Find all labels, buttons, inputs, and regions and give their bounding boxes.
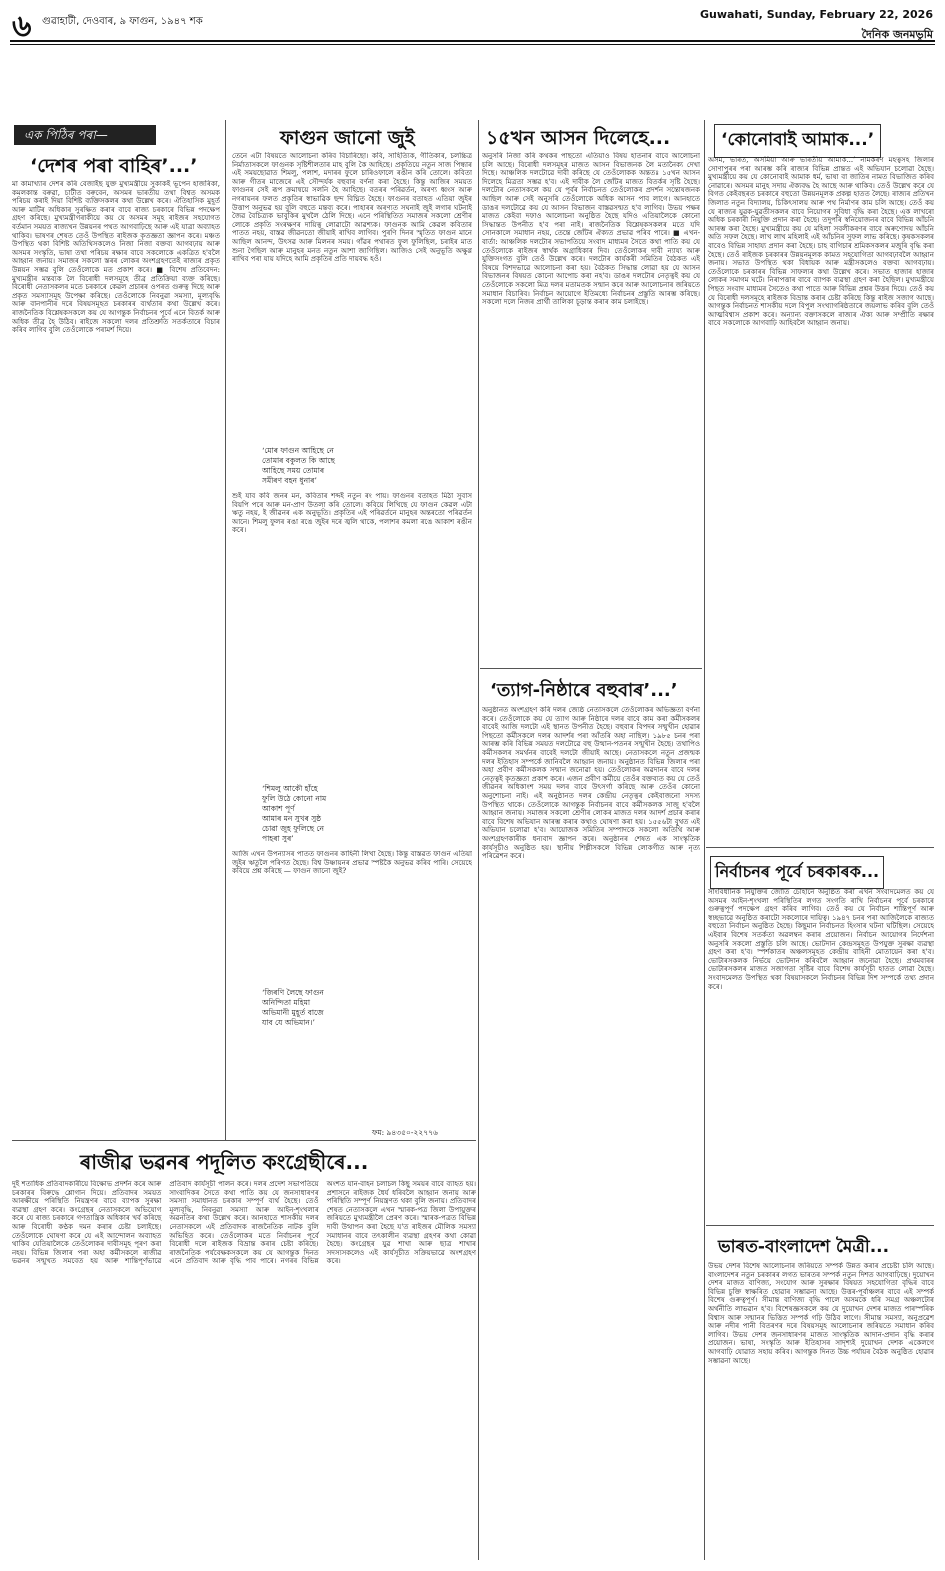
article-body-fifteen-seats: অনুসৰি নিজা কৰি কথকৰ পাছতো এতিয়াও বিষয় হাতনাৰ বাবে আলোচনা চলি আছে। বিৰোধী দলসমূহৰ মাজত আসন বিভাজনক লৈ মতানৈক্য দেখা দিছে। আঞ্চলিক দলটোৱে দাবী কৰিছে যে তেওঁলোকক অন্ততঃ ১৫খন আসন দিলেহে মিত্ৰতা সম্ভৱ হ'ব। এই দাবীক লৈ জোঁটৰ মাজত বিতৰ্কৰ সৃষ্টি হৈছে। দলটোৰ নেতাসকলে কয় যে পূৰ্বৰ নিৰ্বাচনত তেওঁলোকৰ প্ৰদৰ্শন সন্তোষজনক আছিল আৰু সেই অনুসৰি তেওঁলোকে অধিক আসন পাব লাগে। আনহাতে ডাঙৰ দলটোৱে কয় যে আসন বিভাজন বাস্তৱসন্মত হ'ব লাগিব। উভয় পক্ষৰ মাজত কেইবা দফাও আলোচনা অনুষ্ঠিত হৈছে যদিও এতিয়ালৈকে কোনো সিদ্ধান্তত উপনীত হ'ব পৰা নাই। ৰাজনৈতিক বিশ্লেষকসকলৰ মতে যদি সোনকালে সমাধান নহয়, তেন্তে জোঁটৰ ঐক্যত প্ৰভাৱ পৰিব পাৰে। ■ এখন-বাৰ্তা: আঞ্চলিক দলটোৰ সভাপতিয়ে সংবাদ মাধ্যমৰ সৈতে কথা পাতি কয় যে তেওঁলোকে ৰাইজৰ স্বাৰ্থক অগ্ৰাধিকাৰ দিব। তেওঁলোকৰ দাবী ন্যায্য আৰু যুক্তিসংগত বুলি তেওঁ উল্লেখ কৰে। দলটোৰ কাৰ্যকৰী সমিতিৰ বৈঠকত এই বিষয়ে বিশদভাৱে আলোচনা কৰা হয়। বৈঠকত সিদ্ধান্ত লোৱা হয় যে আসন বিভাজনৰ বিষয়ত কোনো আপোচ কৰা নহ'ব। ডাঙৰ দলটোৰ নেতৃত্বই কয় যে তেওঁলোকে সকলো মিত্ৰ দলৰ মতামতক সন্মান কৰে আৰু আলোচনাৰ জৰিয়তে সমাধান বিচাৰিব। নিৰ্বাচন আয়োগে ইতিমধ্যে নিৰ্বাচনৰ প্ৰস্তুতি আৰম্ভ কৰিছে। সকলো দলে নিজৰ প্ৰাৰ্থী তালিকা চূড়ান্ত কৰাৰ কাম চলাইছে। bbox=[482, 152, 700, 307]
column-divider bbox=[225, 120, 226, 1140]
headline-fifteen-seats: ১৫খন আসন দিলেহে... bbox=[486, 127, 671, 149]
newspaper-brand: দৈনিক জনমভূমি bbox=[861, 28, 933, 41]
masthead-rule bbox=[10, 40, 935, 42]
article-body-konobai: অসম, ভাৰত, অসমিয়া আৰু ভাৰতীয় আমাক...’ নামকৰণ মহত্বসহ জিলাৰ সোণাপুৰৰ পৰা আৰম্ভ কৰি ৰাজ্যৰ বিভিন্ন প্ৰান্তত এই অভিযান চলোৱা হৈছে। মুখ্যমন্ত্ৰীয়ে কয় যে কোনোবাই আমাক ধৰ্ম, ভাষা বা জাতিৰ নামত বিভাজিত কৰিব নোৱাৰে। অসমৰ মানুহ সদায় ঐক্যবদ্ধ হৈ আছে আৰু থাকিব। তেওঁ উল্লেখ কৰে যে বিগত কেইবছৰত চৰকাৰে বহুতো উন্নয়নমূলক প্ৰকল্প হাতত লৈছে। ৰাজ্যৰ প্ৰতিখন জিলাত নতুন বিদ্যালয়, চিকিৎসালয় আৰু পথ নিৰ্মাণৰ কাম চলি আছে। তেওঁ কয় যে ৰাজ্যৰ যুৱক-যুৱতীসকলৰ বাবে নিয়োগৰ সুবিধা বৃদ্ধি কৰা হৈছে। এক লাখৰো অধিক চৰকাৰী নিযুক্তি প্ৰদান কৰা হৈছে। তদুপৰি স্বনিয়োজনৰ বাবে বিভিন্ন আঁচনি আৰম্ভ কৰা হৈছে। মুখ্যমন্ত্ৰীয়ে কয় যে মহিলা সবলীকৰণৰ বাবে অৰুণোদয় আঁচনি অতি সফল হৈছে। লাখ লাখ মহিলাই এই আঁচনিৰ সুফল লাভ কৰিছে। কৃষকসকলৰ বাবেও বিভিন্ন সাহায্য প্ৰদান কৰা হৈছে। চাহ বাগিচাৰ শ্ৰমিকসকলৰ মজুৰি বৃদ্ধি কৰা হৈছে। তেওঁ ৰাইজক চৰকাৰৰ উন্নয়নমূলক কামত সহযোগিতা আগবঢ়াবলৈ আহ্বান জনায়। সভাত উপস্থিত থকা বিধায়ক আৰু মন্ত্ৰীসকলেও বক্তব্য আগবঢ়ায়। তেওঁলোকে চৰকাৰৰ বিভিন্ন সাফল্যৰ কথা উল্লেখ কৰে। সভাত হাজাৰ হাজাৰ লোকৰ সমাগম ঘটে। নিৰাপত্তাৰ বাবে ব্যাপক ব্যৱস্থা গ্ৰহণ কৰা হৈছিল। মুখ্যমন্ত্ৰীয়ে পিছত সংবাদ মাধ্যমৰ সৈতেও কথা পাতে আৰু বিভিন্ন প্ৰশ্নৰ উত্তৰ দিয়ে। তেওঁ কয় যে বিৰোধী দলসমূহে ৰাইজক বিভ্ৰান্ত কৰাৰ চেষ্টা কৰিছে কিন্তু ৰাইজ সজাগ আছে। আগন্তুক নিৰ্বাচনত শাসকীয় দলে বিপুল সংখ্যাগৰিষ্ঠতাৰে জয়লাভ কৰিব বুলি তেওঁ আত্মবিশ্বাস প্ৰকাশ কৰে। অন্যান্য বক্তাসকলে ৰাজ্যৰ ঐক্য আৰু সম্প্ৰীতি ৰক্ষাৰ বাবে সকলোকে আগবাঢ়ি আহিবলৈ আহ্বান জনায়। bbox=[708, 156, 934, 328]
article-body-rajiv: দুই শতাধিক প্ৰতিবাদকাৰীয়ে বিক্ষোভ প্ৰদৰ্শন কৰে আৰু চৰকাৰৰ বিৰুদ্ধে শ্লোগান দিয়ে। প্ৰতিবাদৰ সময়ত আৰক্ষীয়ে পৰিস্থিতি নিয়ন্ত্ৰণৰ বাবে ব্যাপক সুৰক্ষা ব্যৱস্থা গ্ৰহণ কৰে। কংগ্ৰেছৰ নেতাসকলে অভিযোগ কৰে যে ৰাজ্য চৰকাৰে গণতান্ত্ৰিক অধিকাৰ খৰ্ব কৰিছে আৰু বিৰোধী কণ্ঠক দমন কৰাৰ চেষ্টা চলাইছে। তেওঁলোকে ঘোষণা কৰে যে এই আন্দোলন অব্যাহত থাকিব যেতিয়ালৈকে তেওঁলোকৰ দাবীসমূহ পূৰণ কৰা নহয়। বিভিন্ন জিলাৰ পৰা অহা কৰ্মীসকলে ৰাজীৱ ভৱনৰ সন্মুখত সমবেত হয় আৰু শান্তিপূৰ্ণভাৱে প্ৰতিবাদ কাৰ্যসূচী পালন কৰে। দলৰ প্ৰদেশ সভাপতিয়ে সাংবাদিকৰ সৈতে কথা পাতি কয় যে জনসাধাৰণৰ সমস্যা সমাধানত চৰকাৰ সম্পূৰ্ণ ব্যৰ্থ হৈছে। তেওঁ মূল্যবৃদ্ধি, নিবনুৱা সমস্যা আৰু আইন-শৃংখলাৰ অৱনতিৰ কথা উল্লেখ কৰে। আনহাতে শাসকীয় দলৰ নেতাসকলে এই প্ৰতিবাদক ৰাজনৈতিক নাটক বুলি অভিহিত কৰে। তেওঁলোকৰ মতে নিৰ্বাচনৰ পূৰ্বে বিৰোধী দলে ৰাইজক বিভ্ৰান্ত কৰাৰ চেষ্টা কৰিছে। ৰাজনৈতিক পৰ্যবেক্ষকসকলে কয় যে আগন্তুক দিনত এনে প্ৰতিবাদ আৰু বৃদ্ধি পাব পাৰে। নগৰৰ বিভিন্ন অংশত যান-বাহন চলাচল কিছু সময়ৰ বাবে ব্যাহত হয়। প্ৰশাসনে ৰাইজক ধৈৰ্য ধৰিবলৈ আহ্বান জনায় আৰু পৰিস্থিতি সম্পূৰ্ণ নিয়ন্ত্ৰণত থকা বুলি জনায়। প্ৰতিবাদৰ শেষত নেতাসকলে এখন স্মাৰক-পত্ৰ জিলা উপায়ুক্তৰ জৰিয়তে মুখ্যমন্ত্ৰীলৈ প্ৰেৰণ কৰে। স্মাৰক-পত্ৰত বিভিন্ন দাবী উত্থাপন কৰা হৈছে য'ত ৰাইজৰ মৌলিক সমস্যা সমাধানৰ বাবে তৎকালীন ব্যৱস্থা গ্ৰহণৰ কথা কোৱা হৈছে। কংগ্ৰেছৰ যুৱ শাখা আৰু ছাত্ৰ শাখাৰ সদস্যসকলেও এই কাৰ্যসূচীত সক্ৰিয়ভাৱে অংশগ্ৰহণ কৰে। bbox=[12, 1180, 476, 1266]
signature-phagun: ফম: ৯৪৩৫০-২২৭৭৬ bbox=[372, 1128, 438, 1137]
dateline-assamese: গুৱাহাটী, দেওবাৰ, ৯ ফাগুন, ১৯৪৭ শক bbox=[42, 16, 203, 27]
row-divider bbox=[12, 1140, 476, 1141]
page-number: ৬ bbox=[12, 9, 32, 44]
article-body-phagun-3: আজি এখন উপন্যাসৰ পাতত ফাগুনৰ কাহিনী লিখা হৈছে। কিন্তু বাস্তৱত ফাগুন এতিয়া জুইৰ ঋতুলৈ পৰিণত হৈছে। বিশ্ব উষ্ণায়নৰ প্ৰভাৱ স্পষ্টকৈ অনুভৱ কৰিব পাৰি। সেয়েহে কবিয়ে প্ৰশ্ন কৰিছে — ফাগুন জানো জুই? bbox=[232, 850, 472, 876]
column-divider bbox=[478, 120, 479, 1560]
masthead-rule-thin bbox=[10, 44, 935, 45]
article-body-tyag: অনুষ্ঠানত অংশগ্ৰহণ কৰি দলৰ জ্যেষ্ঠ নেতাসকলে তেওঁলোকৰ অভিজ্ঞতা বৰ্ণনা কৰে। তেওঁলোকে কয় যে ত্যাগ আৰু নিষ্ঠাৰে দলৰ বাবে কাম কৰা কৰ্মীসকলৰ বাবেই আজি দলটো এই স্থানত উপনীত হৈছে। বহুবাৰ বিপদৰ সন্মুখীন হোৱাৰ পিছতো কৰ্মীসকলে দলৰ আদৰ্শৰ পৰা আঁতৰি অহা নাছিল। ১৯৮৫ চনৰ পৰা আৰম্ভ কৰি বিভিন্ন সময়ত দলটোৱে বহু উত্থান-পতনৰ সন্মুখীন হৈছে। তথাপিও কৰ্মীসকলৰ সমৰ্থনৰ বাবেই দলটো জীয়াই আছে। নেতাসকলে নতুন প্ৰজন্মক দলৰ ইতিহাস সম্পৰ্কে জানিবলৈ আহ্বান জনায়। অনুষ্ঠানত বিভিন্ন জিলাৰ পৰা অহা প্ৰবীণ কৰ্মীসকলক সন্মান জনোৱা হয়। তেওঁলোকৰ অৱদানৰ বাবে দলৰ নেতৃত্বই কৃতজ্ঞতা প্ৰকাশ কৰে। এজন প্ৰবীণ কৰ্মীয়ে তেওঁৰ বক্তব্যত কয় যে তেওঁ জীৱনৰ অধিকাংশ সময় দলৰ বাবে উৎসৰ্গা কৰিছে আৰু তেওঁৰ কোনো অনুশোচনা নাই। এই অনুষ্ঠানত দলৰ কেন্দ্ৰীয় নেতৃত্বৰ কেইবাজনো সদস্য উপস্থিত থাকে। তেওঁলোকে আগন্তুক নিৰ্বাচনৰ বাবে কৰ্মীসকলক সাজু হ'বলৈ আহ্বান জনায়। সমাজৰ সকলো শ্ৰেণীৰ লোকৰ মাজত দলৰ আদৰ্শ প্ৰচাৰ কৰাৰ বাবে বিশেষ অভিযান আৰম্ভ কৰাৰ কথাও ঘোষণা কৰা হয়। ১৫৫৬টা বুথত এই অভিযান চলোৱা হ'ব। আয়োজক সমিতিৰ সম্পাদকে সকলো অতিথি আৰু অংশগ্ৰহণকাৰীক ধন্যবাদ জ্ঞাপন কৰে। অনুষ্ঠানৰ শেষত এক সাংস্কৃতিক কাৰ্যসূচীও অনুষ্ঠিত হয়। স্থানীয় শিল্পীসকলে বিভিন্ন লোকগীত আৰু নৃত্য পৰিৱেশন কৰে। bbox=[482, 706, 700, 861]
headline-india-bangladesh: ভাৰত-বাংলাদেশ মৈত্ৰী... bbox=[718, 1237, 890, 1257]
poem-phagun-1: ‘মোৰ ফাগুন আহিছে নে তোমাৰ বকুলত কি আছে আহিছে সময় তোমাৰ সমীৰণ বহন ধুনাৰ’ bbox=[262, 446, 335, 485]
row-divider bbox=[480, 668, 702, 669]
headline-election: নিৰ্বাচনৰ পূৰ্বে চৰকাৰক... bbox=[710, 856, 884, 889]
article-body-india-bangladesh: উভয় দেশৰ বিশেষ আলোচনাৰ জৰিয়তে সম্পৰ্ক উন্নত কৰাৰ প্ৰচেষ্টা চলি আছে। বাংলাদেশৰ নতুন চৰকাৰৰ লগত ভাৰতৰ সম্পৰ্ক নতুন দিশত আগবাঢ়িছে। দুয়োখন দেশৰ মাজত বাণিজ্য, সংযোগ আৰু সুৰক্ষাৰ বিষয়ত সহযোগিতা বৃদ্ধিৰ বাবে বিভিন্ন চুক্তি স্বাক্ষৰিত হোৱাৰ সম্ভাৱনা আছে। উত্তৰ-পূৰ্বাঞ্চলৰ বাবে এই সম্পৰ্ক বিশেষ গুৰুত্বপূৰ্ণ। সীমান্ত বাণিজ্য বৃদ্ধি পালে অসমকে ধৰি সমগ্ৰ অঞ্চলটোৰ অৰ্থনীতি লাভৱান হ'ব। বিশেষজ্ঞসকলে কয় যে দুয়োখন দেশৰ মাজত পাৰস্পৰিক বিশ্বাস আৰু সন্মানৰ ভিত্তিত সম্পৰ্ক গঢ়ি উঠিব লাগে। সীমান্ত সমস্যা, অনুপ্ৰৱেশ আৰু নদীৰ পানী বিতৰণৰ দৰে বিষয়সমূহ আলোচনাৰ জৰিয়তে সমাধান কৰিব লাগিব। উভয় দেশৰ জনসাধাৰণৰ মাজত সাংস্কৃতিক আদান-প্ৰদান বৃদ্ধি কৰাৰ প্ৰয়োজন। ভাষা, সংস্কৃতি আৰু ইতিহাসৰ সাদৃশ্যই দুয়োখন দেশক একেলগে আগবাঢ়ি যোৱাত সহায় কৰিব। আগন্তুক দিনত উচ্চ পৰ্যায়ৰ বৈঠক অনুষ্ঠিত হোৱাৰ সম্ভাৱনা আছে। bbox=[708, 1262, 934, 1365]
headline-phagun: ফাগুন জানো জুই bbox=[280, 127, 415, 149]
article-body-phagun-2: শুই যাব কবি জনৰ মন, কবিতাৰ শব্দই নতুন ৰং পায়। ফাগুনৰ বতাহত মিঠা সুবাস বিয়পি পৰে আৰু মন-প্ৰাণ উতলা কৰি তোলে। কবিয়ে লিখিছে যে ফাগুন কেৱল এটা ঋতু নহয়, ই জীৱনৰ এক অনুভূতি। প্ৰকৃতিৰ এই পৰিৱৰ্তনে মানুহৰ অন্তৰতো পৰিৱৰ্তন আনে। শিমলু ফুলৰ ৰঙা ৰঙে জুইৰ দৰে জ্বলি থাকে, পলাশৰ কমলা ৰঙে আকাশ ৰঙীন কৰে। bbox=[232, 492, 472, 535]
article-body-desh: মা কামাখ্যাৰ দেশৰ কৰি বেজাইছ যুক্ত মুখ্যমন্ত্ৰীয়ে সুকাকই ভূপেন হাজৰিকা, কমলকান্ত বৰুৱা, চাটীত বৰুবেন, অসমৰ ভাৰতীয় তথা বিশ্বত অসমক পৰিচয় কৰাই দিয়া বিশিষ্ট ব্যক্তিসকলৰ কথা উল্লেখ কৰে। ঐতিহাসিক মুহূৰ্ত আৰু মাটিৰ অধিকাৰ সুৰক্ষিত কৰাৰ বাবে ৰাজ্য চৰকাৰে বিভিন্ন পদক্ষেপ গ্ৰহণ কৰিছে। মুখ্যমন্ত্ৰীগৰাকীয়ে কয় যে অসমৰ সমূহ ৰাইজৰ সহযোগত বৰ্তমান সময়ত ৰাজ্যখন উন্নয়নৰ পথত আগবাঢ়িছে আৰু এই যাত্ৰা অব্যাহত থাকিব। ভাষণৰ শেষত তেওঁ উপস্থিত ৰাইজক কৃতজ্ঞতা জ্ঞাপন কৰে। মঞ্চত উপস্থিত থকা বিশিষ্ট অতিথিসকলেও নিজা নিজা বক্তব্য আগবঢ়ায় আৰু অসমৰ সংস্কৃতি, ভাষা তথা পৰিচয় ৰক্ষাৰ বাবে সকলোকে একত্ৰিত হ'বলৈ আহ্বান জনায়। সমাজৰ সকলো স্তৰৰ লোকৰ অংশগ্ৰহণতেই ৰাজ্যৰ প্ৰকৃত উন্নয়ন সম্ভৱ বুলি তেওঁলোকে মত প্ৰকাশ কৰে। ■ বিশেষ প্ৰতিবেদন: মুখ্যমন্ত্ৰীৰ মন্তব্যক লৈ বিৰোধী দলসমূহে তীব্ৰ প্ৰতিক্ৰিয়া ব্যক্ত কৰিছে। বিৰোধী নেতাসকলৰ মতে চৰকাৰে কেৱল প্ৰচাৰৰ ওপৰত গুৰুত্ব দিছে আৰু প্ৰকৃত সমস্যাসমূহ উপেক্ষা কৰিছে। তেওঁলোকে নিবনুৱা সমস্যা, মূল্যবৃদ্ধি আৰু বানপানীৰ দৰে বিষয়সমূহত চৰকাৰৰ ব্যৰ্থতাৰ কথা উল্লেখ কৰে। ৰাজনৈতিক বিশ্লেষকসকলে কয় যে আগন্তুক নিৰ্বাচনৰ পূৰ্বে এনে বিতৰ্ক আৰু অধিক তীব্ৰ হৈ উঠিব। ৰাইজে সকলো দলৰ প্ৰতিশ্ৰুতি সতৰ্কতাৰে বিচাৰ কৰিব লাগিব বুলি তেওঁলোকে পৰামৰ্শ দিয়ে। bbox=[12, 180, 220, 335]
row-divider bbox=[706, 847, 934, 848]
column-divider bbox=[704, 120, 705, 1560]
dateline-english: Guwahati, Sunday, February 22, 2026 bbox=[699, 8, 933, 21]
headline-konobai: ‘কোনোবাই আমাক...’ bbox=[714, 124, 881, 158]
section-banner: এক পিঠিৰ পৰা— bbox=[14, 125, 156, 145]
poem-phagun-3: ‘জিৰণি লৈছে ফাগুন অনিন্দিতা মহিমা অভিমানী মুহূৰ্ত বাজে যাব যে অভিমান।’ bbox=[262, 988, 324, 1027]
article-body-election: সাংবিধানিক নিযুক্তিৰ জোতি চৌহানে অনুষ্ঠিত কৰা এখন সংবাদমেলত কয় যে অসমৰ আইন-শৃংখলা পৰিস্থিতিৰ লগত সংগতি ৰাখি নিৰ্বাচনৰ পূৰ্বে চৰকাৰে গুৰুত্বপূৰ্ণ পদক্ষেপ গ্ৰহণ কৰিব লাগিব। তেওঁ কয় যে নিৰ্বাচন শান্তিপূৰ্ণ আৰু স্বচ্ছভাৱে অনুষ্ঠিত কৰাটো সকলোৰে দায়িত্ব। ১৯৪৭ চনৰ পৰা আজিলৈকে ৰাজ্যত বহুতো নিৰ্বাচন অনুষ্ঠিত হৈছে। কিছুমান নিৰ্বাচনত হিংসাৰ ঘটনা ঘটিছিল। সেয়েহে এইবাৰ বিশেষ সতৰ্কতা অৱলম্বন কৰাৰ প্ৰয়োজন। নিৰ্বাচন আয়োগৰ নিৰ্দেশনা অনুসৰি সকলো প্ৰস্তুতি চলি আছে। ভোটদান কেন্দ্ৰসমূহত উপযুক্ত সুৰক্ষা ব্যৱস্থা গ্ৰহণ কৰা হ'ব। স্পৰ্শকাতৰ অঞ্চলসমূহত কেন্দ্ৰীয় বাহিনী মোতায়েন কৰা হ'ব। ভোটাৰসকলক নিৰ্ভয়ে ভোটদান কৰিবলৈ আহ্বান জনোৱা হৈছে। প্ৰথমবাৰৰ ভোটাৰসকলৰ মাজত সজাগতা সৃষ্টিৰ বাবে বিশেষ কাৰ্যসূচী হাতত লোৱা হৈছে। সংবাদমেলত উপস্থিত থকা বিষয়াসকলে নিৰ্বাচনৰ বিভিন্ন দিশ সম্পৰ্কে তথ্য প্ৰদান কৰে। bbox=[708, 888, 934, 991]
article-body-phagun: তেনে এটা বিষয়তে আলোচনা কৰিব বিচাৰিছো। কবি, সাহিত্যিক, গীতিকাৰ, চলচ্চিত্ৰ নিৰ্মাতাসকলে ফাগুনক সৃষ্টিশীলতাৰ মাহ বুলি কৈ আহিছে। প্ৰকৃতিয়ে নতুন সাজ পিন্ধাৰ এই সময়ছোৱাত শিমলু, পলাশ, মদাৰৰ ফুলে চাৰিওফালে ৰঙীন কৰি তোলে। কবিতা আৰু গীতৰ মাজেৰে এই সৌন্দৰ্যক বহুবাৰ বৰ্ণনা কৰা হৈছে। কিন্তু আজিৰ সময়ত ফাগুনৰ সেই ৰূপ ক্ৰমান্বয়ে সলনি হৈ আহিছে। বতৰৰ পৰিৱৰ্তন, অৰণ্য ধ্বংস আৰু নগৰায়নৰ ফলত প্ৰকৃতিৰ স্বাভাৱিক ছন্দ বিঘ্নিত হৈছে। ফাগুনৰ বতাহত এতিয়া জুইৰ উত্তাপ অনুভৱ হয় বুলি বহুতে মন্তব্য কৰে। পাহাৰৰ অৰণ্যত সঘনাই জুই লগাৰ ঘটনাই জৈৱ বৈচিত্ৰ্যক ভাবুকিৰ মুখলৈ ঠেলি দিছে। এনে পৰিস্থিতিত সমাজৰ সকলো শ্ৰেণীৰ লোকে প্ৰকৃতি সংৰক্ষণৰ দায়িত্ব লোৱাটো আৱশ্যক। ফাগুনক আমি কেৱল কবিতাৰ পাতত নহয়, বাস্তৱ জীৱনতো জীয়াই ৰাখিব লাগিব। পুৰণি দিনৰ স্মৃতিত ফাগুন মানে আছিল আনন্দ, উৎসৱ আৰু মিলনৰ সময়। গাঁৱৰ পথাৰত ফুল ফুলিছিল, চৰাইৰ মাত শুনা গৈছিল আৰু মানুহৰ মনত নতুন আশা জাগিছিল। আজিও সেই অনুভূতি অক্ষুণ্ণ ৰাখিব পৰা যায় যদিহে আমি প্ৰকৃতিৰ প্ৰতি দায়বদ্ধ হওঁ। bbox=[232, 152, 472, 264]
headline-desh: ‘দেশৰ পৰা বাহিৰ’...’ bbox=[30, 155, 198, 177]
poem-phagun-2: ‘শিমলু আকৌ হাঁহে ফুলি উঠে কোনো নাম আকাশ পূৰ্ণ আমাৰ মন সুখৰ সুষ্ঠ চোৱা জুহ ফুলিছে নে পাহৰা সুৰ’ bbox=[262, 784, 327, 843]
headline-rajiv: ৰাজীৱ ভৱনৰ পদূলিত কংগ্ৰেছীৰে... bbox=[80, 1150, 369, 1174]
headline-tyag: ‘ত্যাগ-নিষ্ঠাৰে বহুবাৰ’...’ bbox=[490, 680, 678, 701]
row-divider bbox=[706, 1225, 934, 1226]
